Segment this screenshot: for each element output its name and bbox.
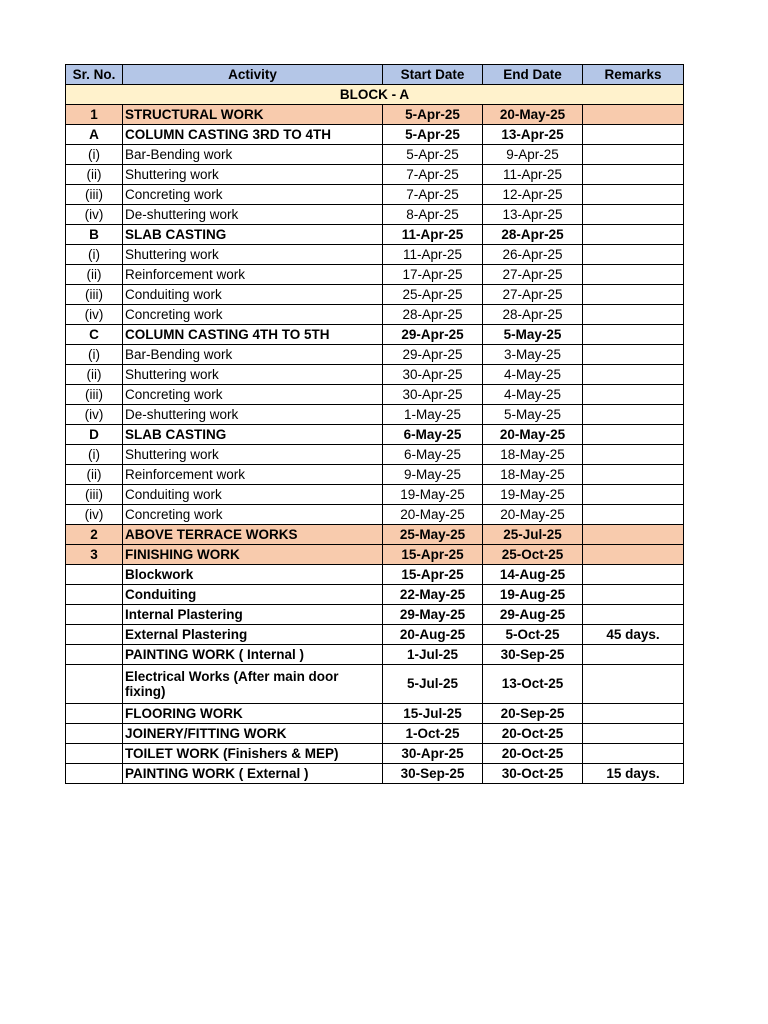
task-row xyxy=(66,485,684,505)
finishing-row xyxy=(66,565,684,585)
activity-cell: Concreting work xyxy=(123,305,383,325)
block-title: BLOCK - A xyxy=(66,85,684,105)
end-date-cell: 20-Oct-25 xyxy=(483,744,583,764)
sr-cell xyxy=(66,764,123,784)
remarks-cell xyxy=(583,405,684,425)
header-activity: Activity xyxy=(123,65,383,85)
end-date-cell: 20-May-25 xyxy=(483,105,583,125)
schedule-table xyxy=(65,64,684,784)
activity-cell: PAINTING WORK ( External ) xyxy=(123,764,383,784)
sr-cell xyxy=(66,724,123,744)
start-date-cell: 20-May-25 xyxy=(383,505,483,525)
start-date-cell: 20-Aug-25 xyxy=(383,625,483,645)
remarks-cell: 45 days. xyxy=(583,625,684,645)
sr-cell: 3 xyxy=(66,545,123,565)
activity-cell: COLUMN CASTING 4TH TO 5TH xyxy=(123,325,383,345)
header-start-date: Start Date xyxy=(383,65,483,85)
start-date-cell: 6-May-25 xyxy=(383,445,483,465)
task-row xyxy=(66,305,684,325)
remarks-cell xyxy=(583,445,684,465)
activity-cell: STRUCTURAL WORK xyxy=(123,105,383,125)
start-date-cell: 28-Apr-25 xyxy=(383,305,483,325)
activity-cell: Shuttering work xyxy=(123,245,383,265)
activity-cell: De-shuttering work xyxy=(123,205,383,225)
block-row xyxy=(66,85,684,105)
remarks-cell xyxy=(583,525,684,545)
task-row xyxy=(66,145,684,165)
end-date-cell: 14-Aug-25 xyxy=(483,565,583,585)
start-date-cell: 29-Apr-25 xyxy=(383,345,483,365)
finishing-row xyxy=(66,665,684,704)
sr-cell: (i) xyxy=(66,345,123,365)
activity-cell: Shuttering work xyxy=(123,445,383,465)
activity-cell: JOINERY/FITTING WORK xyxy=(123,724,383,744)
sr-cell: (iv) xyxy=(66,505,123,525)
task-row xyxy=(66,245,684,265)
finishing-row xyxy=(66,625,684,645)
activity-cell: FINISHING WORK xyxy=(123,545,383,565)
remarks-cell xyxy=(583,645,684,665)
subsection-row xyxy=(66,425,684,445)
activity-cell: Blockwork xyxy=(123,565,383,585)
end-date-cell: 12-Apr-25 xyxy=(483,185,583,205)
start-date-cell: 7-Apr-25 xyxy=(383,165,483,185)
sr-cell: C xyxy=(66,325,123,345)
end-date-cell: 20-May-25 xyxy=(483,425,583,445)
start-date-cell: 25-Apr-25 xyxy=(383,285,483,305)
activity-cell: Internal Plastering xyxy=(123,605,383,625)
finishing-row xyxy=(66,704,684,724)
sr-cell: (iii) xyxy=(66,485,123,505)
end-date-cell: 20-Sep-25 xyxy=(483,704,583,724)
activity-cell: External Plastering xyxy=(123,625,383,645)
remarks-cell xyxy=(583,585,684,605)
task-row xyxy=(66,345,684,365)
activity-cell: Concreting work xyxy=(123,385,383,405)
start-date-cell: 6-May-25 xyxy=(383,425,483,445)
remarks-cell xyxy=(583,105,684,125)
sr-cell: (ii) xyxy=(66,465,123,485)
task-row xyxy=(66,205,684,225)
activity-cell: Reinforcement work xyxy=(123,265,383,285)
start-date-cell: 9-May-25 xyxy=(383,465,483,485)
sr-cell: (iii) xyxy=(66,285,123,305)
activity-cell: De-shuttering work xyxy=(123,405,383,425)
task-row xyxy=(66,285,684,305)
end-date-cell: 28-Apr-25 xyxy=(483,305,583,325)
sr-cell xyxy=(66,625,123,645)
end-date-cell: 29-Aug-25 xyxy=(483,605,583,625)
start-date-cell: 30-Sep-25 xyxy=(383,764,483,784)
remarks-cell: 15 days. xyxy=(583,764,684,784)
remarks-cell xyxy=(583,385,684,405)
start-date-cell: 19-May-25 xyxy=(383,485,483,505)
start-date-cell: 15-Jul-25 xyxy=(383,704,483,724)
subsection-row xyxy=(66,325,684,345)
sr-cell: (ii) xyxy=(66,165,123,185)
start-date-cell: 5-Apr-25 xyxy=(383,125,483,145)
sr-cell: (iv) xyxy=(66,205,123,225)
remarks-cell xyxy=(583,365,684,385)
start-date-cell: 15-Apr-25 xyxy=(383,565,483,585)
start-date-cell: 11-Apr-25 xyxy=(383,245,483,265)
remarks-cell xyxy=(583,565,684,585)
sr-cell: (ii) xyxy=(66,265,123,285)
task-row xyxy=(66,265,684,285)
remarks-cell xyxy=(583,325,684,345)
start-date-cell: 7-Apr-25 xyxy=(383,185,483,205)
sr-cell: 1 xyxy=(66,105,123,125)
activity-cell: Electrical Works (After main door fixing) xyxy=(123,665,383,704)
end-date-cell: 20-Oct-25 xyxy=(483,724,583,744)
task-row xyxy=(66,165,684,185)
sr-cell xyxy=(66,704,123,724)
start-date-cell: 22-May-25 xyxy=(383,585,483,605)
end-date-cell: 13-Apr-25 xyxy=(483,125,583,145)
remarks-cell xyxy=(583,545,684,565)
task-row xyxy=(66,465,684,485)
end-date-cell: 4-May-25 xyxy=(483,365,583,385)
start-date-cell: 30-Apr-25 xyxy=(383,365,483,385)
end-date-cell: 5-May-25 xyxy=(483,405,583,425)
sr-cell: (iv) xyxy=(66,405,123,425)
end-date-cell: 20-May-25 xyxy=(483,505,583,525)
sr-cell xyxy=(66,585,123,605)
task-row xyxy=(66,405,684,425)
remarks-cell xyxy=(583,345,684,365)
start-date-cell: 29-May-25 xyxy=(383,605,483,625)
finishing-row xyxy=(66,605,684,625)
sr-cell xyxy=(66,565,123,585)
remarks-cell xyxy=(583,245,684,265)
remarks-cell xyxy=(583,125,684,145)
remarks-cell xyxy=(583,485,684,505)
end-date-cell: 18-May-25 xyxy=(483,445,583,465)
end-date-cell: 30-Oct-25 xyxy=(483,764,583,784)
sr-cell: D xyxy=(66,425,123,445)
start-date-cell: 5-Jul-25 xyxy=(383,665,483,704)
sr-cell: (iii) xyxy=(66,385,123,405)
start-date-cell: 8-Apr-25 xyxy=(383,205,483,225)
activity-cell: Bar-Bending work xyxy=(123,345,383,365)
activity-cell: Shuttering work xyxy=(123,165,383,185)
task-row xyxy=(66,365,684,385)
end-date-cell: 19-Aug-25 xyxy=(483,585,583,605)
remarks-cell xyxy=(583,425,684,445)
end-date-cell: 5-May-25 xyxy=(483,325,583,345)
activity-cell: Bar-Bending work xyxy=(123,145,383,165)
sr-cell: 2 xyxy=(66,525,123,545)
header-remarks: Remarks xyxy=(583,65,684,85)
end-date-cell: 30-Sep-25 xyxy=(483,645,583,665)
start-date-cell: 15-Apr-25 xyxy=(383,545,483,565)
finishing-row xyxy=(66,724,684,744)
remarks-cell xyxy=(583,265,684,285)
end-date-cell: 13-Apr-25 xyxy=(483,205,583,225)
remarks-cell xyxy=(583,145,684,165)
remarks-cell xyxy=(583,665,684,704)
remarks-cell xyxy=(583,285,684,305)
sr-cell: B xyxy=(66,225,123,245)
subsection-row xyxy=(66,125,684,145)
activity-cell: Shuttering work xyxy=(123,365,383,385)
activity-cell: Concreting work xyxy=(123,505,383,525)
remarks-cell xyxy=(583,605,684,625)
end-date-cell: 3-May-25 xyxy=(483,345,583,365)
header-sr-no: Sr. No. xyxy=(66,65,123,85)
activity-cell: Concreting work xyxy=(123,185,383,205)
task-row xyxy=(66,445,684,465)
end-date-cell: 27-Apr-25 xyxy=(483,285,583,305)
remarks-cell xyxy=(583,185,684,205)
remarks-cell xyxy=(583,205,684,225)
end-date-cell: 5-Oct-25 xyxy=(483,625,583,645)
sr-cell xyxy=(66,645,123,665)
finishing-row xyxy=(66,645,684,665)
remarks-cell xyxy=(583,704,684,724)
activity-cell: Reinforcement work xyxy=(123,465,383,485)
sr-cell: (ii) xyxy=(66,365,123,385)
sr-cell: (iii) xyxy=(66,185,123,205)
remarks-cell xyxy=(583,744,684,764)
remarks-cell xyxy=(583,724,684,744)
section-row xyxy=(66,105,684,125)
end-date-cell: 27-Apr-25 xyxy=(483,265,583,285)
end-date-cell: 26-Apr-25 xyxy=(483,245,583,265)
finishing-row xyxy=(66,585,684,605)
remarks-cell xyxy=(583,465,684,485)
remarks-cell xyxy=(583,505,684,525)
end-date-cell: 4-May-25 xyxy=(483,385,583,405)
activity-cell: SLAB CASTING xyxy=(123,225,383,245)
task-row xyxy=(66,385,684,405)
activity-cell: FLOORING WORK xyxy=(123,704,383,724)
sr-cell xyxy=(66,665,123,704)
start-date-cell: 30-Apr-25 xyxy=(383,385,483,405)
section-row xyxy=(66,525,684,545)
header-end-date: End Date xyxy=(483,65,583,85)
task-row xyxy=(66,185,684,205)
start-date-cell: 25-May-25 xyxy=(383,525,483,545)
start-date-cell: 1-Oct-25 xyxy=(383,724,483,744)
start-date-cell: 11-Apr-25 xyxy=(383,225,483,245)
activity-cell: ABOVE TERRACE WORKS xyxy=(123,525,383,545)
activity-cell: Conduiting xyxy=(123,585,383,605)
activity-cell: PAINTING WORK ( Internal ) xyxy=(123,645,383,665)
sr-cell xyxy=(66,744,123,764)
activity-cell: TOILET WORK (Finishers & MEP) xyxy=(123,744,383,764)
header-row xyxy=(66,65,684,85)
sr-cell: A xyxy=(66,125,123,145)
finishing-row xyxy=(66,764,684,784)
finishing-row xyxy=(66,744,684,764)
activity-cell: Conduiting work xyxy=(123,285,383,305)
sr-cell xyxy=(66,605,123,625)
start-date-cell: 5-Apr-25 xyxy=(383,105,483,125)
end-date-cell: 11-Apr-25 xyxy=(483,165,583,185)
end-date-cell: 25-Jul-25 xyxy=(483,525,583,545)
end-date-cell: 13-Oct-25 xyxy=(483,665,583,704)
activity-cell: Conduiting work xyxy=(123,485,383,505)
start-date-cell: 5-Apr-25 xyxy=(383,145,483,165)
sr-cell: (i) xyxy=(66,245,123,265)
start-date-cell: 30-Apr-25 xyxy=(383,744,483,764)
remarks-cell xyxy=(583,165,684,185)
subsection-row xyxy=(66,225,684,245)
start-date-cell: 29-Apr-25 xyxy=(383,325,483,345)
end-date-cell: 28-Apr-25 xyxy=(483,225,583,245)
remarks-cell xyxy=(583,305,684,325)
end-date-cell: 25-Oct-25 xyxy=(483,545,583,565)
end-date-cell: 19-May-25 xyxy=(483,485,583,505)
task-row xyxy=(66,505,684,525)
sr-cell: (iv) xyxy=(66,305,123,325)
end-date-cell: 9-Apr-25 xyxy=(483,145,583,165)
start-date-cell: 17-Apr-25 xyxy=(383,265,483,285)
remarks-cell xyxy=(583,225,684,245)
activity-cell: COLUMN CASTING 3RD TO 4TH xyxy=(123,125,383,145)
end-date-cell: 18-May-25 xyxy=(483,465,583,485)
start-date-cell: 1-Jul-25 xyxy=(383,645,483,665)
section-row xyxy=(66,545,684,565)
sr-cell: (i) xyxy=(66,145,123,165)
activity-cell: SLAB CASTING xyxy=(123,425,383,445)
sr-cell: (i) xyxy=(66,445,123,465)
start-date-cell: 1-May-25 xyxy=(383,405,483,425)
